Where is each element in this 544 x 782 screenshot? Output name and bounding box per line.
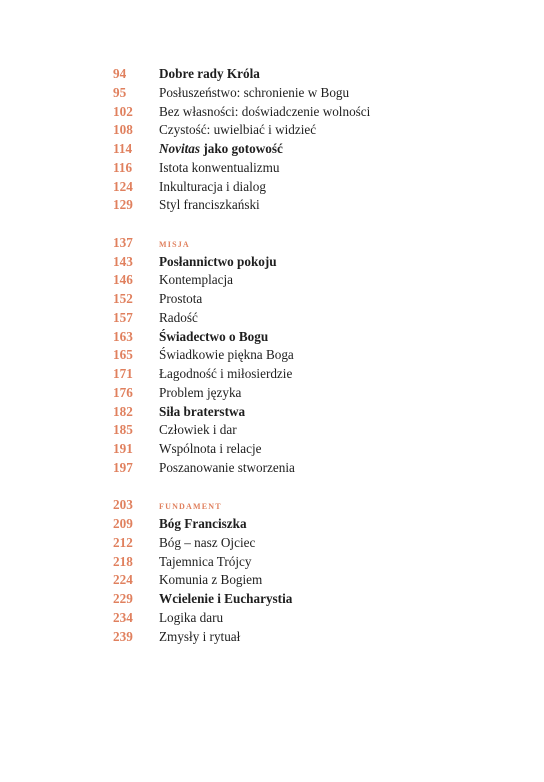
page-number: 114 bbox=[113, 141, 133, 156]
page-number: 165 bbox=[113, 347, 133, 363]
toc-entry-row bbox=[113, 553, 513, 572]
toc-entry-row bbox=[113, 290, 513, 309]
page-number: 209 bbox=[113, 516, 133, 531]
toc-entry-row bbox=[113, 178, 513, 197]
page-number: 143 bbox=[113, 253, 133, 269]
page-number: 185 bbox=[113, 422, 133, 438]
entry-title: Siła braterstwa bbox=[159, 403, 246, 419]
entry-title: Inkulturacja i dialog bbox=[159, 178, 266, 194]
page-number: 191 bbox=[113, 441, 133, 456]
entry-title: Istota konwentualizmu bbox=[159, 159, 280, 175]
group-spacer bbox=[113, 478, 513, 497]
entry-title: Zmysły i rytuał bbox=[159, 628, 241, 644]
toc-section-row bbox=[113, 234, 513, 253]
entry-title: Problem języka bbox=[159, 384, 242, 400]
toc-entry-row bbox=[113, 384, 513, 403]
entry-title: Kontemplacja bbox=[159, 272, 233, 288]
page-number: 146 bbox=[113, 272, 133, 288]
entry-title: Człowiek i dar bbox=[159, 422, 237, 438]
page-number: 129 bbox=[113, 197, 133, 213]
section-title: fundament bbox=[159, 498, 222, 513]
entry-title: Świadectwo o Bogu bbox=[159, 328, 269, 344]
page-number: 163 bbox=[113, 328, 133, 344]
toc-entry-row bbox=[113, 196, 513, 215]
page-number: 171 bbox=[113, 366, 133, 381]
entry-title: Komunia z Bogiem bbox=[159, 572, 263, 588]
toc-entry-row bbox=[113, 534, 513, 553]
entry-title-italic: Novitas bbox=[159, 141, 201, 156]
toc-entry-row bbox=[113, 271, 513, 290]
toc-entry-row bbox=[113, 609, 513, 628]
page-number: 229 bbox=[113, 591, 133, 606]
entry-title-rest: jako gotowość bbox=[200, 141, 283, 156]
page-number: 124 bbox=[113, 178, 133, 194]
page-number: 212 bbox=[113, 534, 133, 550]
entry-title: Tajemnica Trójcy bbox=[159, 553, 252, 569]
toc-entry-row bbox=[113, 84, 513, 103]
toc-heading-row bbox=[113, 515, 513, 534]
entry-title: Prostota bbox=[159, 291, 203, 306]
toc-heading-row bbox=[113, 403, 513, 422]
toc-entry-row bbox=[113, 571, 513, 590]
entry-title: Logika daru bbox=[159, 609, 224, 625]
toc-heading-row bbox=[113, 65, 513, 84]
toc-entry-row bbox=[113, 346, 513, 365]
page-number: 94 bbox=[113, 66, 127, 81]
page-number: 218 bbox=[113, 553, 133, 569]
page-number: 203 bbox=[113, 497, 133, 513]
page-number: 224 bbox=[113, 572, 133, 588]
page-number: 157 bbox=[113, 309, 133, 325]
page-number: 116 bbox=[113, 159, 133, 175]
page-number: 176 bbox=[113, 384, 133, 400]
group-spacer bbox=[113, 215, 513, 234]
toc-entry-row bbox=[113, 309, 513, 328]
page-number: 108 bbox=[113, 122, 133, 138]
entry-title: Łagodność i miłosierdzie bbox=[159, 366, 293, 381]
entry-title: Wcielenie i Eucharystia bbox=[159, 591, 293, 606]
table-of-contents bbox=[113, 65, 513, 646]
entry-title: Posłuszeństwo: schronienie w Bogu bbox=[159, 84, 350, 100]
page-number: 182 bbox=[113, 403, 133, 419]
toc-entry-row bbox=[113, 459, 513, 478]
entry-title bbox=[159, 140, 513, 159]
entry-title: Czystość: uwielbiać i widzieć bbox=[159, 122, 317, 138]
entry-title: Bóg Franciszka bbox=[159, 516, 247, 531]
toc-heading-row bbox=[113, 140, 513, 159]
toc-entry-row bbox=[113, 159, 513, 178]
toc-heading-row bbox=[113, 328, 513, 347]
toc-entry-row bbox=[113, 103, 513, 122]
entry-title: Wspólnota i relacje bbox=[159, 441, 262, 456]
page-number: 102 bbox=[113, 103, 133, 119]
page-number: 95 bbox=[113, 84, 127, 100]
entry-title: Poszanowanie stworzenia bbox=[159, 459, 295, 475]
toc-heading-row bbox=[113, 590, 513, 609]
entry-title: Radość bbox=[159, 309, 198, 325]
section-title: misja bbox=[159, 235, 190, 250]
toc-entry-row bbox=[113, 421, 513, 440]
page-number: 239 bbox=[113, 628, 133, 644]
entry-title: Świadkowie piękna Boga bbox=[159, 347, 294, 363]
entry-title: Bóg – nasz Ojciec bbox=[159, 534, 256, 550]
page-number: 234 bbox=[113, 609, 133, 625]
toc-heading-row bbox=[113, 253, 513, 272]
page-number: 152 bbox=[113, 291, 133, 306]
entry-title: Posłannictwo pokoju bbox=[159, 253, 277, 269]
entry-title: Bez własności: doświadczenie wolności bbox=[159, 103, 371, 119]
entry-title: Styl franciszkański bbox=[159, 197, 260, 213]
toc-entry-row bbox=[113, 628, 513, 647]
toc-entry-row bbox=[113, 440, 513, 459]
page-number: 197 bbox=[113, 459, 133, 475]
toc-section-row bbox=[113, 496, 513, 515]
toc-entry-row bbox=[113, 365, 513, 384]
page-number: 137 bbox=[113, 234, 133, 250]
toc-entry-row bbox=[113, 121, 513, 140]
entry-title: Dobre rady Króla bbox=[159, 66, 260, 81]
